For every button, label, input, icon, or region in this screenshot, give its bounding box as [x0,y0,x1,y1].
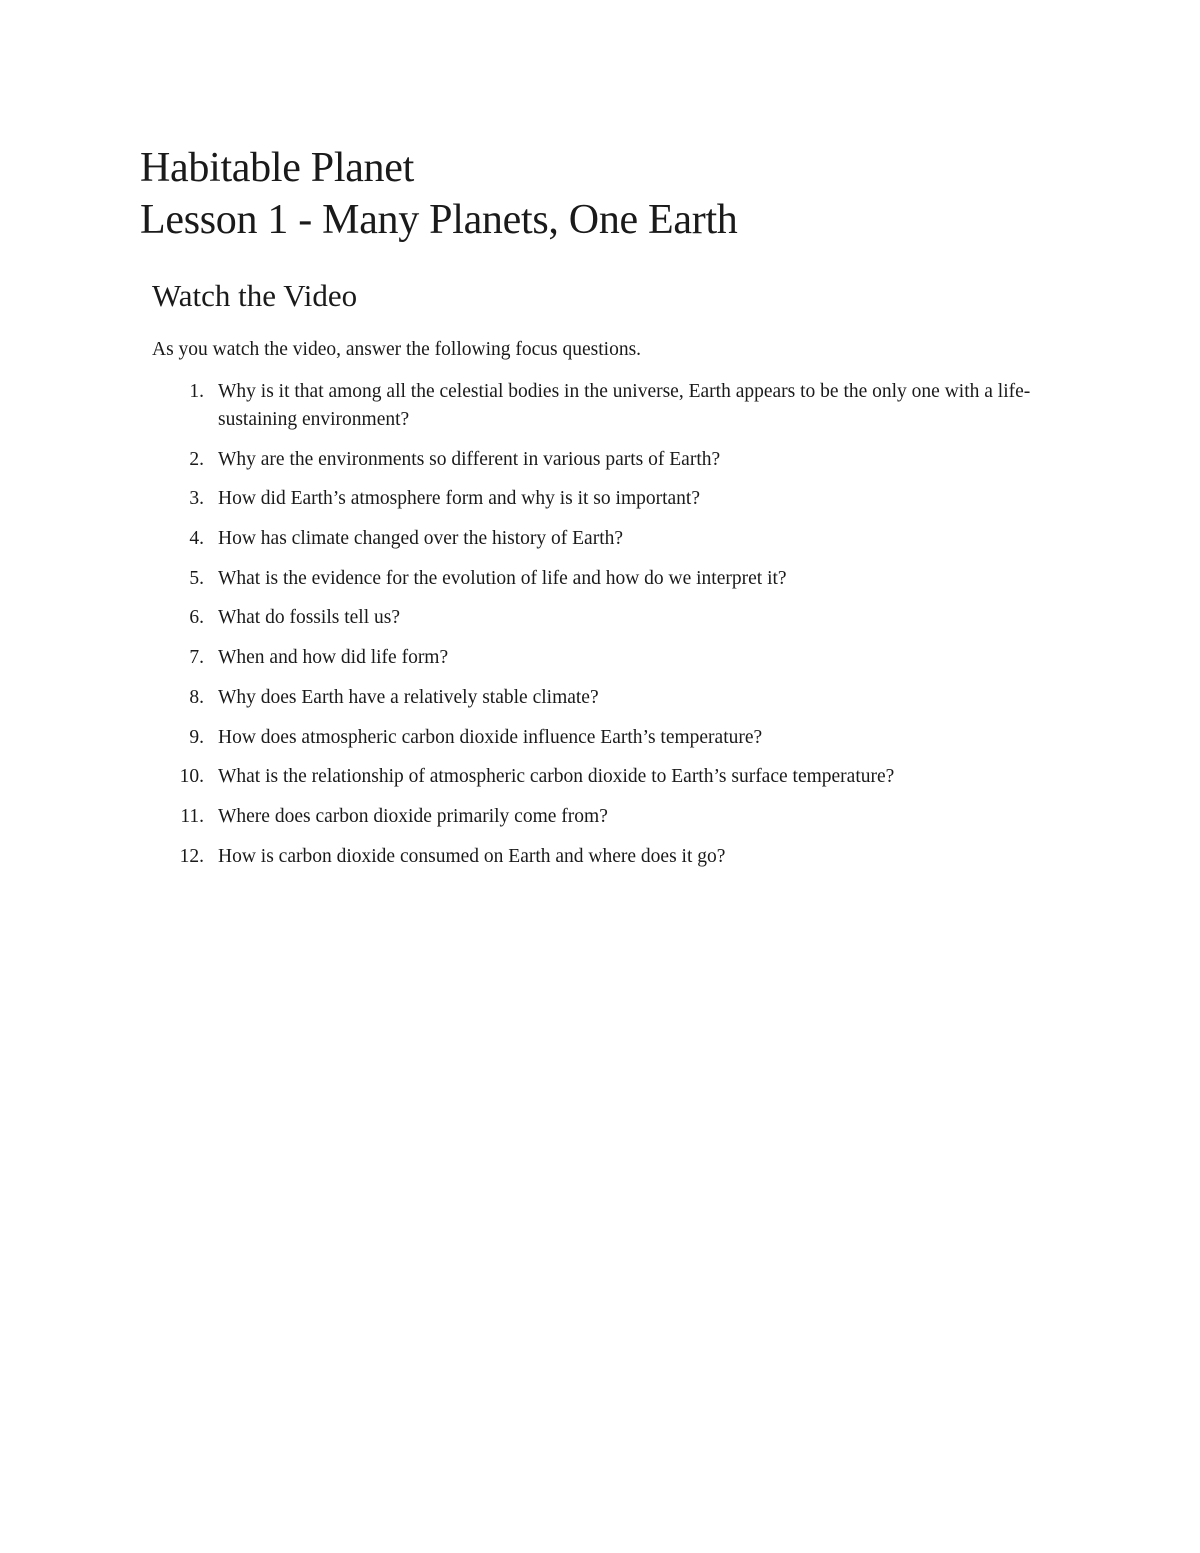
question-text: How has climate changed over the history of Earth? [218,528,624,550]
question-text: How did Earth’s atmosphere form and why is it so important? [218,488,700,510]
question-item [0,378,1200,434]
question-item [0,763,1200,791]
section-heading: Watch the Video [152,278,358,313]
intro-text: As you watch the video, answer the following focus questions. [152,339,642,360]
question-number: 11. [180,805,204,827]
question-text: Why is it that among all the celestial bodies in the universe, Earth appears to be the only one with a life- sustaining environment? [218,381,1031,430]
question-number: 9. [189,726,204,748]
question-number: 4. [189,528,204,550]
question-text: What do fossils tell us? [218,607,400,629]
question-number: 3. [189,488,204,510]
question-number: 10. [179,766,204,788]
title-block [140,142,738,246]
question-text: What is the evidence for the evolution of life and how do we interpret it? [218,567,787,589]
question-item [0,644,1200,672]
question-item [0,485,1200,513]
question-item [0,724,1200,752]
question-text: How does atmospheric carbon dioxide influence Earth’s temperature? [218,726,763,748]
question-item [0,843,1200,871]
question-item [0,604,1200,632]
question-text: Why does Earth have a relatively stable climate? [218,686,599,708]
question-number: 1. [189,381,204,402]
question-item [0,565,1200,593]
question-item [0,684,1200,712]
page-title: Habitable Planet [140,145,414,191]
question-number: 12. [179,845,204,867]
question-text: How is carbon dioxide consumed on Earth and where does it go? [218,845,726,867]
question-number: 6. [189,607,204,629]
question-text: When and how did life form? [218,647,449,669]
question-item [0,446,1200,474]
question-number: 7. [189,647,204,669]
question-number: 5. [189,567,204,589]
question-text: Why are the environments so different in various parts of Earth? [218,448,721,470]
question-list [0,378,1200,882]
question-number: 8. [189,686,204,708]
question-item [0,525,1200,553]
question-text: Where does carbon dioxide primarily come from? [218,805,608,827]
question-item [0,803,1200,831]
question-text: What is the relationship of atmospheric carbon dioxide to Earth’s surface temperature? [218,766,895,788]
question-number: 2. [189,448,204,470]
lesson-title: Lesson 1 - Many Planets, One Earth [140,197,738,243]
